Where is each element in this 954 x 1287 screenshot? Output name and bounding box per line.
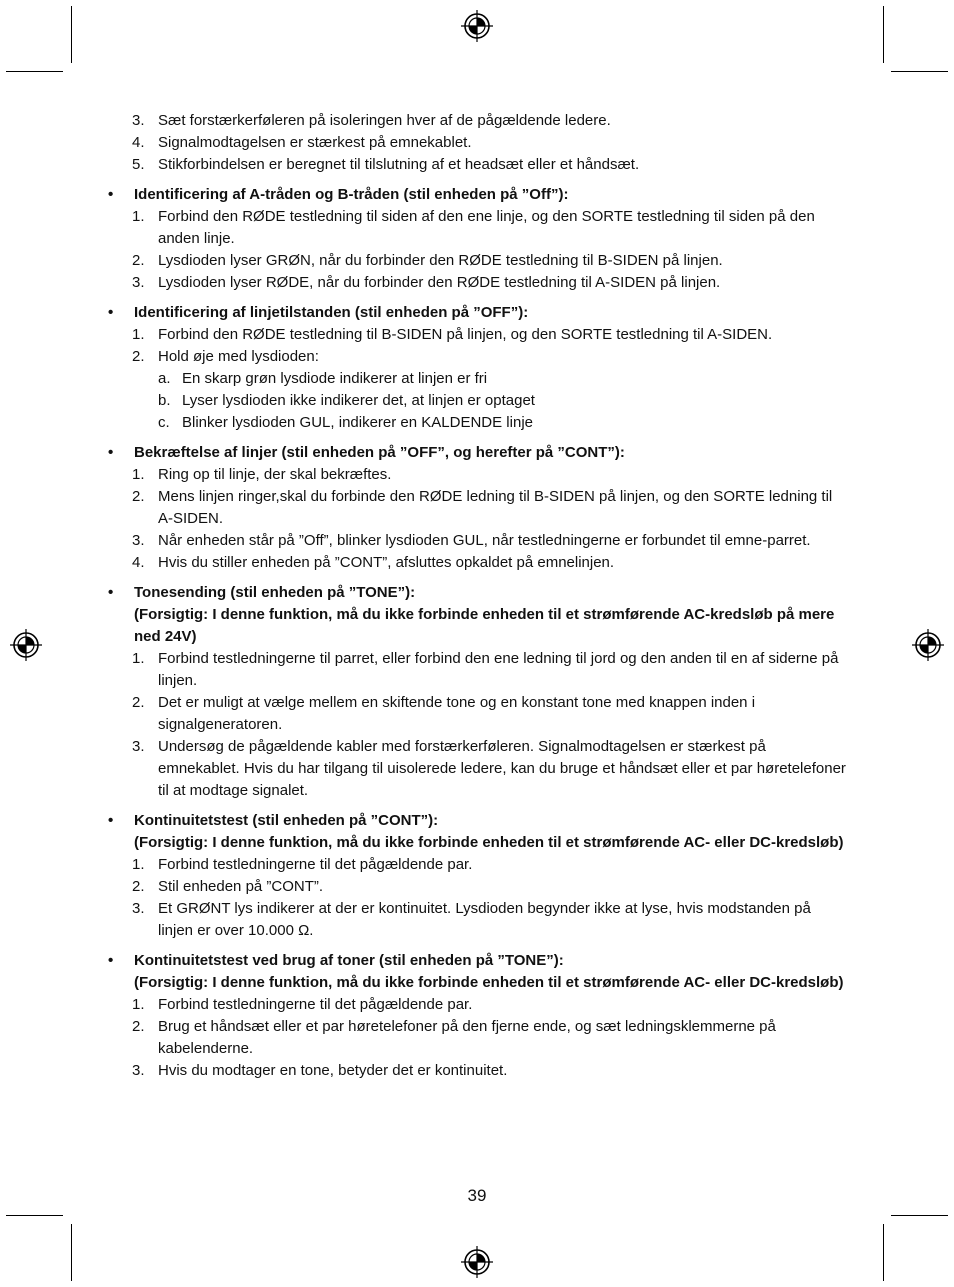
item-text: Stikforbindelsen er beregnet til tilslutning af et headsæt eller et håndsæt.	[158, 156, 640, 173]
section-heading	[108, 302, 848, 324]
item-number: 3.	[132, 112, 145, 129]
heading-text: Identificering af A-tråden og B-tråden (stil enheden på ”Off”):	[134, 186, 569, 203]
item-text: Mens linjen ringer,skal du forbinde den RØDE ledning til B-SIDEN på linjen, og den SORTE ledning til A-SIDEN.	[158, 488, 833, 527]
item-text: Ring op til linje, der skal bekræftes.	[158, 466, 392, 483]
section-continuity-test	[108, 810, 848, 942]
list-item	[108, 346, 848, 368]
item-number: 2.	[132, 878, 145, 895]
list-item	[108, 994, 848, 1016]
crop-mark	[891, 71, 948, 72]
section-line-state-identification	[108, 302, 848, 434]
section-tone-sending	[108, 582, 848, 802]
item-text: Lyser lysdioden ikke indikerer det, at linjen er optaget	[182, 392, 535, 409]
heading-text: Identificering af linjetilstanden (stil enheden på ”OFF”):	[134, 304, 529, 321]
crop-mark	[71, 6, 72, 63]
section-a-b-wire-identification	[108, 184, 848, 294]
item-number: 1.	[132, 996, 145, 1013]
item-number: 5.	[132, 156, 145, 173]
item-text: Forbind den RØDE testledning til B-SIDEN på linjen, og den SORTE testledning til A-SIDEN.	[158, 326, 773, 343]
item-letter: c.	[158, 414, 170, 431]
item-number: 4.	[132, 134, 145, 151]
document-body	[108, 110, 848, 1082]
item-number: 3.	[132, 1062, 145, 1079]
bullet: •	[108, 952, 114, 969]
item-number: 4.	[132, 554, 145, 571]
item-text: Blinker lysdioden GUL, indikerer en KALDENDE linje	[182, 414, 533, 431]
list-item	[108, 250, 848, 272]
section-line-confirmation	[108, 442, 848, 574]
caution-text: (Forsigtig: I denne funktion, må du ikke forbinde enheden til et strømførende AC- eller DC-kredsløb)	[134, 834, 844, 851]
item-number: 2.	[132, 488, 145, 505]
list-item	[108, 898, 848, 942]
item-text: Lysdioden lyser GRØN, når du forbinder den RØDE testledning til B-SIDEN på linjen.	[158, 252, 723, 269]
item-number: 1.	[132, 208, 145, 225]
item-text: Når enheden står på ”Off”, blinker lysdioden GUL, når testledningerne er forbundet til emne-parret.	[158, 532, 811, 549]
list-item	[108, 552, 848, 574]
bullet: •	[108, 304, 114, 321]
list-item	[108, 648, 848, 692]
item-number: 3.	[132, 274, 145, 291]
item-text: Brug et håndsæt eller et par høretelefoner på den fjerne ende, og sæt ledningsklemmerne på kabelenderne.	[158, 1018, 776, 1057]
crop-mark	[6, 71, 63, 72]
item-number: 2.	[132, 348, 145, 365]
item-text: Stil enheden på ”CONT”.	[158, 878, 324, 895]
item-number: 2.	[132, 1018, 145, 1035]
item-text: Hvis du modtager en tone, betyder det er kontinuitet.	[158, 1062, 508, 1079]
item-text: Signalmodtagelsen er stærkest på emnekablet.	[158, 134, 472, 151]
list-item	[108, 1016, 848, 1060]
item-number: 1.	[132, 326, 145, 343]
list-item	[108, 736, 848, 802]
registration-mark-icon	[912, 629, 944, 661]
list-item	[108, 324, 848, 346]
section-heading	[108, 582, 848, 648]
crop-mark	[883, 1224, 884, 1281]
item-text: Forbind den RØDE testledning til siden af den ene linje, og den SORTE testledning til siden på den anden linje.	[158, 208, 815, 247]
sub-list-item	[108, 412, 848, 434]
list-item	[108, 1060, 848, 1082]
heading-text: Kontinuitetstest ved brug af toner (stil enheden på ”TONE”):	[134, 952, 564, 969]
sub-list-item	[108, 368, 848, 390]
item-number: 1.	[132, 856, 145, 873]
bullet: •	[108, 186, 114, 203]
list-item	[108, 854, 848, 876]
item-text: Et GRØNT lys indikerer at der er kontinuitet. Lysdioden begynder ikke at lyse, hvis modstanden på linjen er over 10.000 Ω.	[158, 900, 811, 939]
item-text: Hold øje med lysdioden:	[158, 348, 319, 365]
list-item	[108, 132, 848, 154]
list-item	[108, 464, 848, 486]
item-number: 2.	[132, 694, 145, 711]
item-number: 1.	[132, 466, 145, 483]
sub-list-item	[108, 390, 848, 412]
item-text: Det er muligt at vælge mellem en skiftende tone og en konstant tone med knappen inden i signalgeneratoren.	[158, 694, 756, 733]
item-text: Hvis du stiller enheden på ”CONT”, afsluttes opkaldet på emnelinjen.	[158, 554, 615, 571]
list-item	[108, 876, 848, 898]
list-item	[108, 110, 848, 132]
bullet: •	[108, 812, 114, 829]
bullet: •	[108, 584, 114, 601]
item-number: 3.	[132, 738, 145, 755]
list-item	[108, 206, 848, 250]
registration-mark-icon	[461, 10, 493, 42]
item-number: 3.	[132, 532, 145, 549]
item-text: Forbind testledningerne til parret, eller forbind den ene ledning til jord og den anden til en af siderne på linjen.	[158, 650, 839, 689]
item-letter: b.	[158, 392, 171, 409]
item-number: 1.	[132, 650, 145, 667]
crop-mark	[883, 6, 884, 63]
sub-list	[108, 368, 848, 434]
list-item	[108, 530, 848, 552]
item-text: Undersøg de pågældende kabler med forstærkerføleren. Signalmodtagelsen er stærkest på emnekablet. Hvis du har tilgang til uisolerede ledere, kan du bruge et håndsæt eller et par høretelefoner til at modtage signalet.	[158, 738, 846, 799]
crop-mark	[6, 1215, 63, 1216]
item-letter: a.	[158, 370, 171, 387]
intro-list	[108, 110, 848, 176]
section-continuity-test-tone	[108, 950, 848, 1082]
item-text: En skarp grøn lysdiode indikerer at linjen er fri	[182, 370, 488, 387]
crop-mark	[891, 1215, 948, 1216]
item-text: Sæt forstærkerføleren på isoleringen hver af de pågældende ledere.	[158, 112, 611, 129]
heading-text: Kontinuitetstest (stil enheden på ”CONT”):	[134, 812, 439, 829]
crop-mark	[71, 1224, 72, 1281]
section-heading	[108, 950, 848, 994]
registration-mark-icon	[10, 629, 42, 661]
list-item	[108, 272, 848, 294]
heading-text: Bekræftelse af linjer (stil enheden på ”OFF”, og herefter på ”CONT”):	[134, 444, 625, 461]
list-item	[108, 486, 848, 530]
section-heading	[108, 810, 848, 854]
caution-text: (Forsigtig: I denne funktion, må du ikke forbinde enheden til et strømførende AC-kredsløb på mere ned 24V)	[134, 606, 835, 645]
item-text: Lysdioden lyser RØDE, når du forbinder den RØDE testledning til A-SIDEN på linjen.	[158, 274, 721, 291]
heading-text: Tonesending (stil enheden på ”TONE”):	[134, 584, 416, 601]
bullet: •	[108, 444, 114, 461]
registration-mark-icon	[461, 1246, 493, 1278]
item-text: Forbind testledningerne til det pågældende par.	[158, 996, 473, 1013]
list-item	[108, 154, 848, 176]
list-item	[108, 692, 848, 736]
section-heading	[108, 184, 848, 206]
caution-text: (Forsigtig: I denne funktion, må du ikke forbinde enheden til et strømførende AC- eller DC-kredsløb)	[134, 974, 844, 991]
item-number: 2.	[132, 252, 145, 269]
item-text: Forbind testledningerne til det pågældende par.	[158, 856, 473, 873]
item-number: 3.	[132, 900, 145, 917]
page-number: 39	[467, 1186, 487, 1205]
section-heading	[108, 442, 848, 464]
